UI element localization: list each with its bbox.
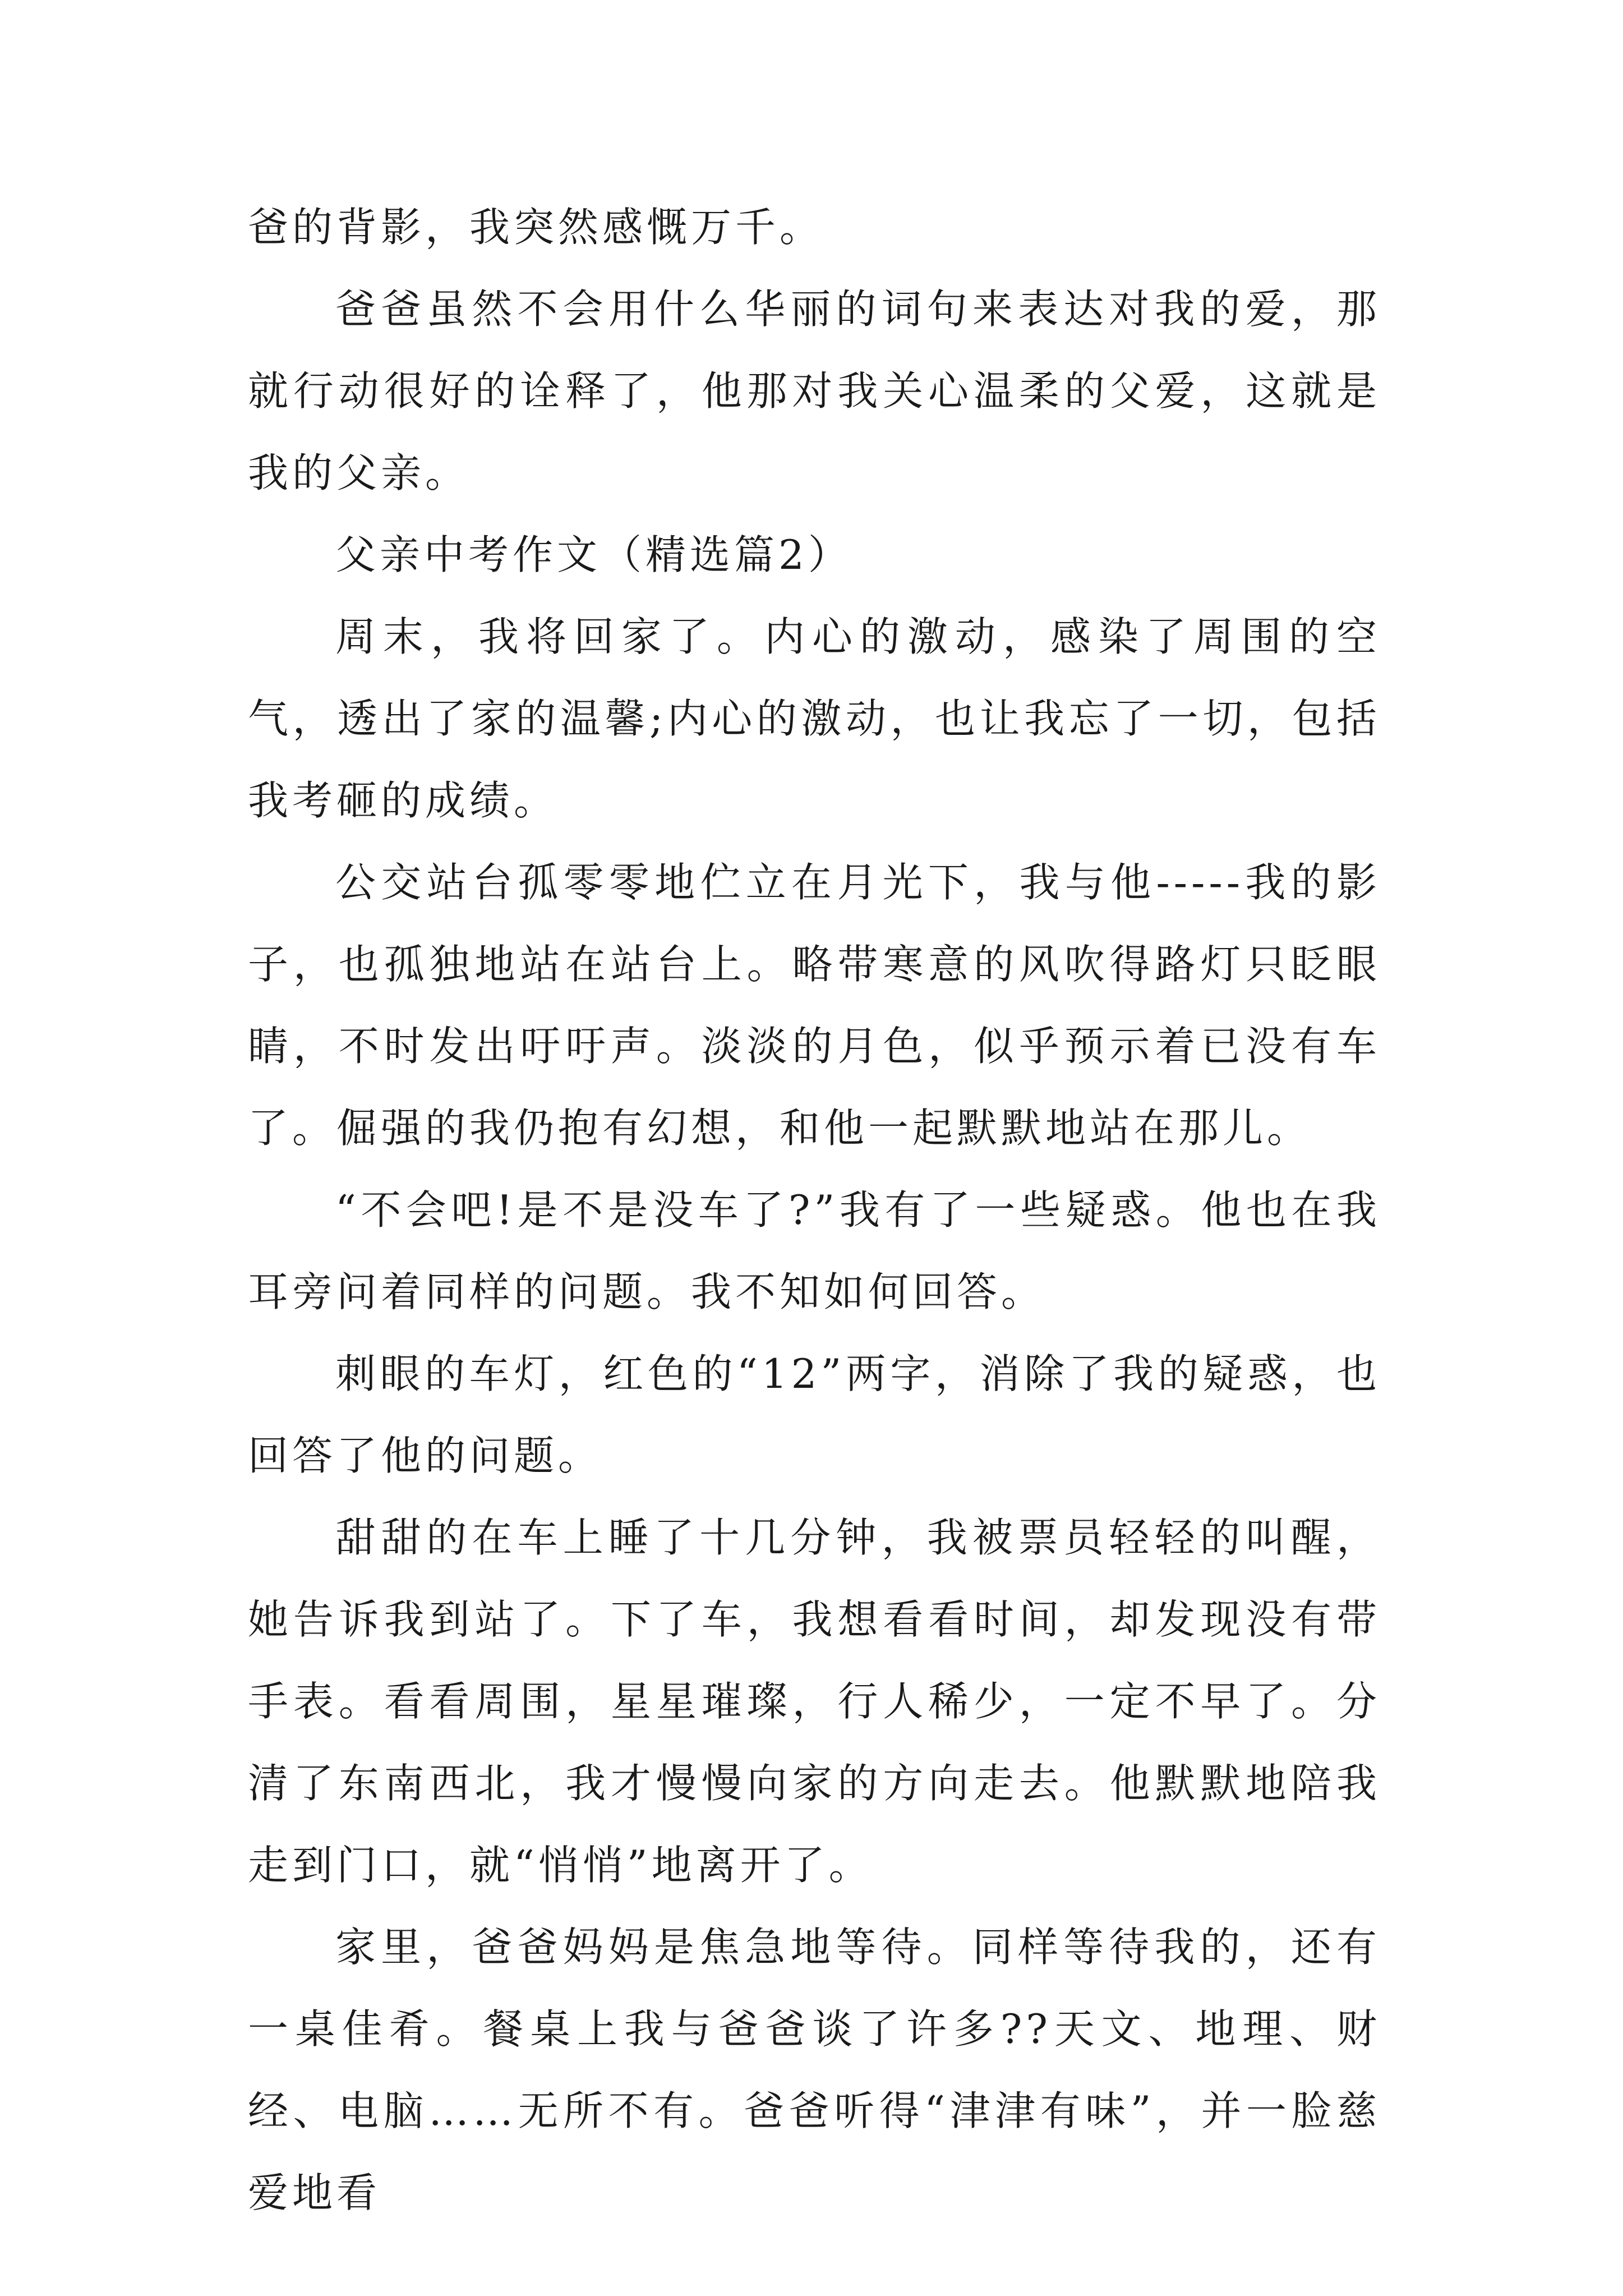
- section-heading: 父亲中考作文（精选篇2）: [335, 531, 852, 578]
- paragraph: 公交站台孤零零地伫立在月光下，我与他-----我的影子，也孤独地站在站台上。略带寒意的风吹得路灯只眨眼睛，不时发出吁吁声。淡淡的月色，似乎预示着已没有车了。倔强的我仍抱有幻想，和他一起默默地站在那儿。: [248, 859, 1381, 1152]
- paragraph-continuation: 爸的背影，我突然感慨万千。: [248, 204, 824, 251]
- paragraph: 刺眼的车灯，红色的“12”两字，消除了我的疑惑，也回答了他的问题。: [248, 1350, 1381, 1479]
- paragraph: 家里，爸爸妈妈是焦急地等待。同样等待我的，还有一桌佳肴。餐桌上我与爸爸谈了许多??天文、地理、财经、电脑……无所不有。爸爸听得“津津有味”，并一脸慈爱地看: [248, 1924, 1381, 2216]
- paragraph: 爸爸虽然不会用什么华丽的词句来表达对我的爱，那就行动很好的诠释了，他那对我关心温柔的父爱，这就是我的父亲。: [248, 286, 1381, 496]
- paragraph: 甜甜的在车上睡了十几分钟，我被票员轻轻的叫醒，她告诉我到站了。下了车，我想看看时间，却发现没有带手表。看看周围，星星璀璨，行人稀少，一定不早了。分清了东南西北，我才慢慢向家的方向走去。他默默地陪我走到门口，就“悄悄”地离开了。: [248, 1514, 1381, 1889]
- paragraph: “不会吧!是不是没车了?”我有了一些疑惑。他也在我耳旁问着同样的问题。我不知如何回答。: [248, 1186, 1381, 1315]
- article-body: [248, 186, 1381, 2234]
- paragraph: 周末，我将回家了。内心的激动，感染了周围的空气，透出了家的温馨;内心的激动，也让我忘了一切，包括我考砸的成绩。: [248, 613, 1381, 824]
